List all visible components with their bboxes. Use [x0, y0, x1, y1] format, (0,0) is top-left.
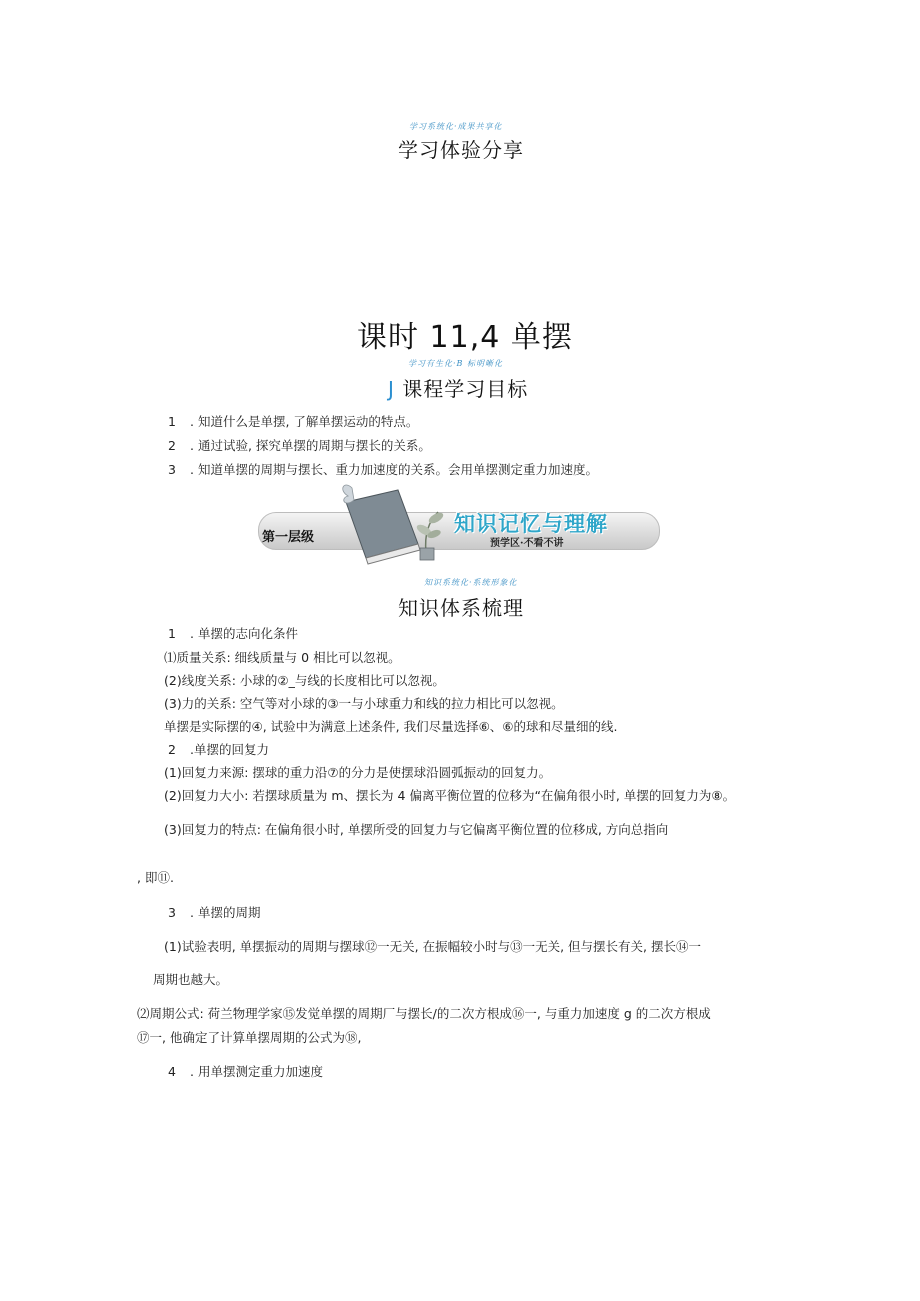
goal-number: 1: [168, 414, 176, 429]
goal-text: . 通过试验, 探究单摆的周期与摆长的关系。: [190, 438, 431, 453]
text-line: (3)力的关系: 空气等对小球的③一与小球重力和线的拉力相比可以忽视。: [164, 696, 564, 711]
section-number: 2: [168, 742, 176, 757]
text-line: 周期也越大。: [153, 972, 229, 987]
section-heading: [168, 1062, 323, 1080]
text-line: (1)试验表明, 单摆振动的周期与摆球⑫一无关, 在振幅较小时与⑬一无关, 但与摆长有关, 摆长⑭一: [164, 939, 701, 954]
text-line: , 即⑪.: [137, 870, 174, 885]
goal-number: 3: [168, 462, 176, 477]
goal-text: . 知道什么是单摆, 了解单摆运动的特点。: [190, 414, 419, 429]
section-title-experience: 学习体验分享: [398, 138, 524, 162]
section-number: 3: [168, 905, 176, 920]
goals-title: 课程学习目标: [402, 377, 529, 401]
goals-marker: J: [388, 377, 395, 401]
goal-item: [168, 436, 431, 454]
knowledge-small-caption: 知识系统化·系统形象化: [424, 578, 518, 587]
text-line: ⑰一, 他确定了计算单摆周期的公式为⑱,: [137, 1030, 362, 1045]
banner-title: 知识记忆与理解: [454, 512, 608, 536]
section-heading-text: .单摆的回复力: [190, 742, 269, 757]
section-heading: [168, 740, 269, 758]
header-small-caption: 学习系统化·成果共享化: [409, 122, 503, 131]
level-banner: [258, 482, 660, 572]
book-plant-icon: [326, 482, 456, 572]
banner-subtitle: 预学区·不看不讲: [490, 538, 564, 549]
goal-item: [168, 412, 418, 430]
banner-level-label: 第一层级: [262, 530, 315, 545]
text-line: (1)回复力来源: 摆球的重力沿⑦的分力是使摆球沿圆弧振动的回复力。: [164, 765, 552, 780]
section-heading-text: . 用单摆测定重力加速度: [190, 1064, 323, 1079]
goal-item: [168, 460, 598, 478]
text-line: 单摆是实际摆的④, 试验中为满意上述条件, 我们尽量选择⑥、⑥的球和尽量细的线.: [164, 719, 618, 734]
lesson-title: 课时 11,4 单摆: [357, 320, 573, 355]
goal-text: . 知道单摆的周期与摆长、重力加速度的关系。会用单摆测定重力加速度。: [190, 462, 598, 477]
section-number: 1: [168, 626, 176, 641]
text-line: (3)回复力的特点: 在偏角很小时, 单摆所受的回复力与它偏离平衡位置的位移成, 方向总指向: [164, 822, 669, 837]
section-number: 4: [168, 1064, 176, 1079]
section-heading-text: . 单摆的志向化条件: [190, 626, 298, 641]
text-line: ⑵周期公式: 荷兰物理学家⑮发觉单摆的周期厂与摆长/的二次方根成⑯一, 与重力加速度 g 的二次方根成: [137, 1006, 711, 1021]
knowledge-title: 知识体系梳理: [398, 596, 524, 620]
section-heading: [168, 903, 260, 921]
text-line: ⑴质量关系: 细线质量与 0 相比可以忽视。: [164, 650, 401, 665]
section-heading-text: . 单摆的周期: [190, 905, 261, 920]
goal-number: 2: [168, 438, 176, 453]
goals-small-caption: 学习有生化·B 标明晰化: [408, 359, 503, 368]
section-heading: [168, 624, 298, 642]
text-line: (2)线度关系: 小球的②_与线的长度相比可以忽视。: [164, 673, 445, 688]
goals-heading: [388, 373, 528, 402]
text-line: (2)回复力大小: 若摆球质量为 m、摆长为 4 偏离平衡位置的位移为“在偏角很小时, 单摆的回复力为⑧。: [164, 788, 736, 803]
